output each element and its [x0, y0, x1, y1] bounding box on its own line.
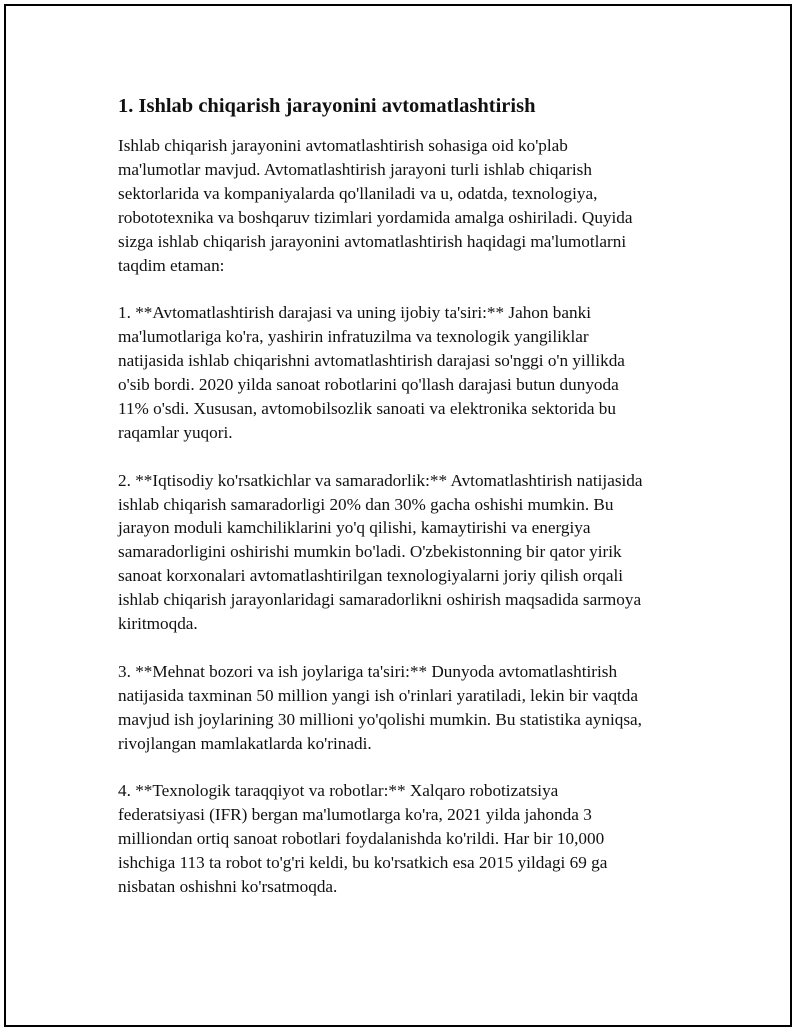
paragraph-line: 3. **Mehnat bozori va ish joylariga ta'siri:** Dunyoda avtomatlashtirish: [118, 661, 618, 681]
paragraph-line: federatsiyasi (IFR) bergan ma'lumotlarga ko'ra, 2021 yilda jahonda 3: [118, 805, 592, 825]
paragraph-line: ma'lumotlar mavjud. Avtomatlashtirish jarayoni turli ishlab chiqarish: [118, 159, 592, 179]
paragraph-line: ishlab chiqarish samaradorligi 20% dan 30% gacha oshishi mumkin. Bu: [118, 494, 614, 514]
paragraph-line: o'sib bordi. 2020 yilda sanoat robotlarini qo'llash darajasi butun dunyoda: [118, 375, 619, 395]
list-item-paragraph: [118, 469, 683, 636]
paragraph-line: kiritmoqda.: [118, 614, 198, 634]
list-item-paragraph: [118, 779, 683, 899]
paragraph-line: natijasida ishlab chiqarishni avtomatlashtirish darajasi so'nggi o'n yillikda: [118, 351, 625, 371]
paragraph-line: 4. **Texnologik taraqqiyot va robotlar:** Xalqaro robotizatsiya: [118, 781, 559, 801]
paragraph-line: taqdim etaman:: [118, 255, 225, 275]
intro-paragraph: [118, 134, 683, 277]
paragraph-line: Ishlab chiqarish jarayonini avtomatlashtirish sohasiga oid ko'plab: [118, 136, 568, 155]
paragraph-line: raqamlar yuqori.: [118, 422, 233, 442]
paragraph-line: sizga ishlab chiqarish jarayonini avtomatlashtirish haqidagi ma'lumotlarni: [118, 231, 627, 251]
paragraph-line: natijasida taxminan 50 million yangi ish o'rinlari yaratiladi, lekin bir vaqtda: [118, 685, 639, 705]
paragraph-line: ma'lumotlariga ko'ra, yashirin infratuzilma va texnologik yangiliklar: [118, 327, 589, 347]
paragraph-line: sektorlarida va kompaniyalarda qo'llaniladi va u, odatda, texnologiya,: [118, 183, 598, 203]
paragraph-line: rivojlangan mamlakatlarda ko'rinadi.: [118, 733, 372, 753]
document-body: [118, 92, 683, 923]
paragraph-line: nisbatan oshishni ko'rsatmoqda.: [118, 877, 338, 897]
paragraph-line: 1. **Avtomatlashtirish darajasi va uning ijobiy ta'siri:** Jahon banki: [118, 303, 591, 323]
list-item-paragraph: [118, 301, 683, 444]
paragraph-line: samaradorligini oshirishi mumkin bo'ladi. O'zbekistonning bir qator yirik: [118, 542, 622, 562]
paragraph-line: ishchiga 113 ta robot to'g'ri keldi, bu ko'rsatkich esa 2015 yildagi 69 ga: [118, 853, 608, 873]
paragraph-line: ishlab chiqarish jarayonlaridagi samaradorlikni oshirish maqsadida sarmoya: [118, 590, 642, 610]
list-item-paragraph: [118, 660, 683, 756]
paragraph-line: mavjud ish joylarining 30 millioni yo'qolishi mumkin. Bu statistika ayniqsa,: [118, 709, 642, 729]
paragraph-line: sanoat korxonalari avtomatlashtirilgan texnologiyalarni joriy qilish orqali: [118, 566, 624, 586]
paragraph-line: 2. **Iqtisodiy ko'rsatkichlar va samaradorlik:** Avtomatlashtirish natijasida: [118, 470, 643, 490]
document-heading: 1. Ishlab chiqarish jarayonini avtomatlashtirish: [118, 95, 536, 117]
paragraph-line: jarayon moduli kamchiliklarini yo'q qilishi, kamaytirishi va energiya: [118, 518, 591, 538]
paragraph-line: robototexnika va boshqaruv tizimlari yordamida amalga oshiriladi. Quyida: [118, 207, 633, 227]
paragraph-line: milliondan ortiq sanoat robotlari foydalanishda ko'rildi. Har bir 10,000: [118, 829, 605, 849]
paragraph-line: 11% o'sdi. Xususan, avtomobilsozlik sanoati va elektronika sektorida bu: [118, 398, 616, 418]
